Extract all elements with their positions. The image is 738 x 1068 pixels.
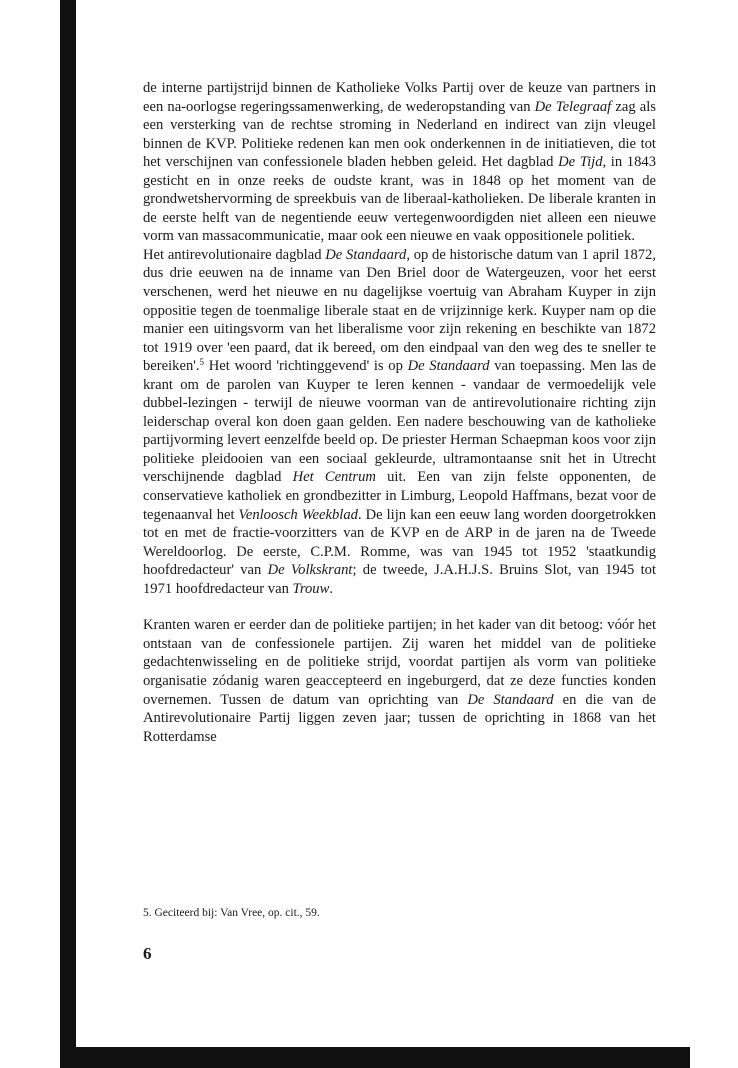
italic-title: De Standaard [325, 246, 407, 263]
paragraph-1 [143, 79, 656, 246]
italic-title: De Tijd [558, 154, 603, 171]
italic-title: Het Centrum [292, 469, 376, 486]
text-run: , in 1843 gesticht en in onze reeks de oudste krant, was in 1848 op het moment van de grondwetshervorming de spreekbuis van de liberaal-katholieken. De liberale kranten in de eerste helft van de negentiende eeuw vertegenwoordigden niet alleen een nieuwe vorm van massacommunicatie, maar ook een nieuwe en vaak oppositionele politiek. [143, 154, 656, 245]
text-run: Kranten waren er eerder dan de politieke partijen; in het kader van dit betoog: vóór het ontstaan van de confessionele partijen. Zij waren het middel van de politieke gedachtenwisseling en de politieke strijd, voordat partijen als vorm van politieke organisatie zódanig waren geaccepteerd en ingeburgerd, dat ze deze functies konden overnemen. Tussen de datum van oprichting van [143, 617, 656, 708]
italic-title: De Telegraaf [534, 98, 612, 115]
italic-title: Trouw [292, 580, 330, 597]
paragraph-2 [143, 246, 656, 598]
text-run: . [329, 580, 333, 597]
scan-border-left [60, 0, 76, 1068]
page-number: 6 [143, 944, 152, 963]
text-run: ; de tweede, J.A.H.J.S. Bruins Slot, van 1945 tot 1971 hoofdredacteur van [143, 562, 657, 597]
italic-title: Venloosch Weekblad [238, 506, 358, 523]
italic-title: De Volkskrant [267, 562, 353, 579]
text-run: , op de historische datum van 1 april 1872, dus drie eeuwen na de inname van Den Briel door de Watergeuzen, voor het eerst verschenen, werd het nieuwe en nu dagelijkse voertuig van Abraham Kuyper in zijn oppositie tegen de toenmalige liberale staat en de vrijzinnige kerk. Kuyper nam op die manier een uitingsvorm van het liberalisme voor zijn rekening en beschikte van 1872 tot 1919 over 'een paard, dat ik bereed, om den eindpaal van den weg des te sneller te bereiken'. [143, 246, 657, 375]
text-run: Het woord 'richtinggevend' is op [204, 358, 408, 375]
text-run: Het antirevolutionaire dagblad [143, 246, 326, 263]
scan-border-bottom [60, 1047, 690, 1068]
italic-title: De Standaard [467, 691, 554, 708]
text-run: uit. Een van zijn felste opponenten, de conservatieve katholiek en grondbezitter in Limburg, Leopold Haffmans, bezat voor de tegenaanval het [143, 469, 656, 523]
text-run: van toepassing. Men las de krant om de parolen van Kuyper te leren kennen - vandaar de vermoedelijk vele dubbel-lezingen - terwijl de nieuwe voorman van de antirevolutionaire richting zijn leiderschap overal kon doen gaan gelden. Een nadere beschouwing van de katholieke partijvorming levert eenzelfde beeld op. De priester Herman Schaepman koos voor zijn politieke pleidooien van een sociaal gekleurde, ultramontaanse snit het in Utrecht verschijnende dagblad [143, 358, 657, 486]
body-text [143, 79, 656, 746]
paragraph-3 [143, 616, 656, 746]
text-run: de interne partijstrijd binnen de Katholieke Volks Partij over de keuze van partners in een na-oorlogse regeringssamenwerking, de wederopstanding van [143, 80, 656, 115]
text-run: zag als een versterking van de rechtse stroming in Nederland en indirect van zijn vleugel binnen de KVP. Politieke redenen kan men ook onderkennen in de initiatieven, die tot het verschijnen van confessionele bladen hebben geleid. Het dagblad [143, 98, 656, 171]
text-run: en die van de Antirevolutionaire Partij liggen zeven jaar; tussen de oprichting in 1868 van het Rotterdamse [143, 691, 657, 745]
footnote-marker: 5 [199, 357, 205, 368]
footnote: 5. Geciteerd bij: Van Vree, op. cit., 59. [143, 907, 320, 919]
italic-title: De Standaard [407, 358, 490, 375]
text-run: . De lijn kan een eeuw lang worden doorgetrokken tot en met de fractie-voorzitters van de KVP en de ARP in de jaren na de Tweede Wereldoorlog. De eerste, C.P.M. Romme, was van 1945 tot 1952 'staatkundig hoofdredacteur' van [143, 506, 657, 579]
